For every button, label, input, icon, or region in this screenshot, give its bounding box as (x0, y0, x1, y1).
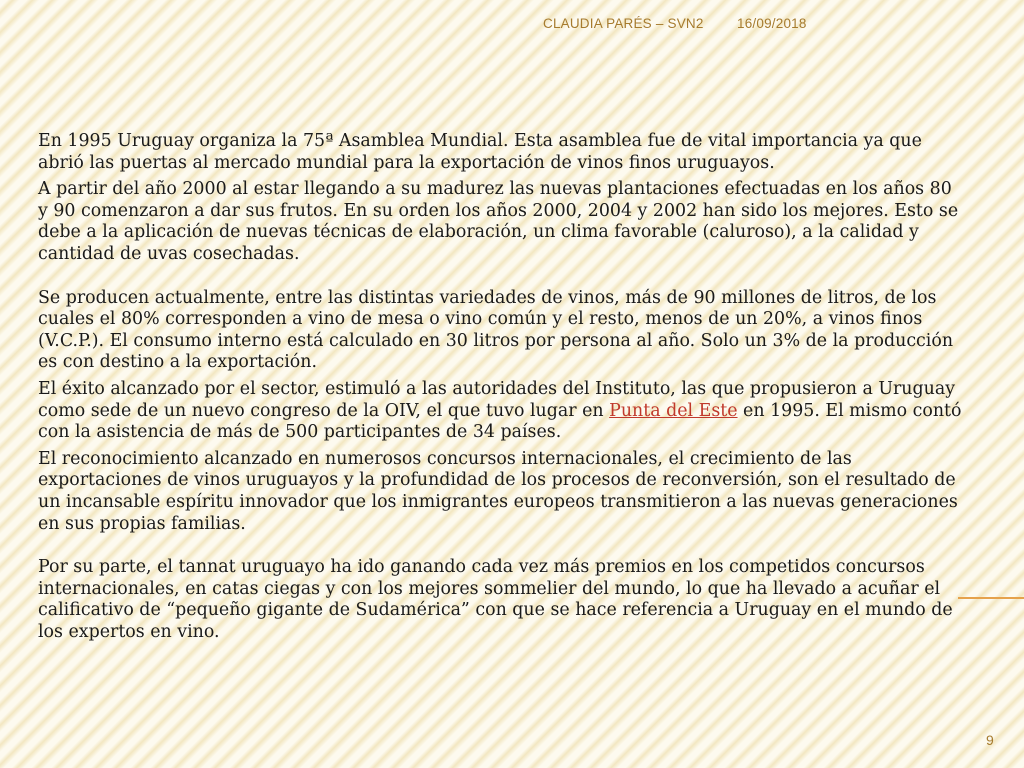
paragraph-1995-assembly: En 1995 Uruguay organiza la 75ª Asamblea Mundial. Esta asamblea fue de vital importancia ya que abrió las puertas al mercado mundial para la exportación de vinos finos uruguayos. (38, 131, 922, 173)
paragraph-oiv-congress (38, 379, 962, 444)
paragraph-production: Se producen actualmente, entre las distintas variedades de vinos, más de 90 millones de litros, de los cuales el 80% corresponden a vino de mesa o vino común y el resto, menos de un 20%, a vinos finos (V.C.P.). El consumo interno está calculado en 30 litros por persona al año. Solo un 3% de la producción es con destino a la exportación. (38, 287, 954, 373)
slide-body (38, 131, 962, 648)
decorative-rule (958, 597, 1024, 599)
slide-header (0, 16, 1024, 34)
footer-author: CLAUDIA PARÉS – SVN2 (543, 16, 704, 31)
paragraph-2000-plantations: A partir del año 2000 al estar llegando a su madurez las nuevas plantaciones efectuadas en los años 80 y 90 comenzaron a dar sus frutos. En su orden los años 2000, 2004 y 2002 han sido los mejores. Esto se debe a la aplicación de nuevas técnicas de elaboración, un clima favorable (caluroso), a la calidad y cantidad de uvas cosechadas. (38, 179, 959, 264)
footer-date: 16/09/2018 (737, 16, 807, 31)
paragraph-oiv-after: en 1995. El mismo contó con la asistencia de más de 500 participantes de 34 países. (38, 400, 962, 443)
paragraph-oiv-before: El éxito alcanzado por el sector, estimuló a las autoridades del Instituto, las que propusieron a Uruguay como sede de un nuevo congreso de la OIV, el que tuvo lugar en (38, 378, 956, 421)
slide-number: 9 (986, 732, 994, 748)
paragraph-recognition: El reconocimiento alcanzado en numerosos concursos internacionales, el crecimiento de las exportaciones de vinos uruguayos y la profundidad de los procesos de reconversión, son el resultado de un incansable espíritu innovador que los inmigrantes europeos transmitieron a las nuevas generaciones en sus propias familias. (38, 448, 958, 534)
paragraph-tannat: Por su parte, el tannat uruguayo ha ido ganando cada vez más premios en los competidos concursos internacionales, en catas ciegas y con los mejores sommelier del mundo, lo que ha llevado a acuñar el calificativo de “pequeño gigante de Sudamérica” con que se hace referencia a Uruguay en el mundo de los expertos en vino. (38, 557, 953, 642)
punta-del-este-link[interactable]: Punta del Este (609, 400, 738, 421)
